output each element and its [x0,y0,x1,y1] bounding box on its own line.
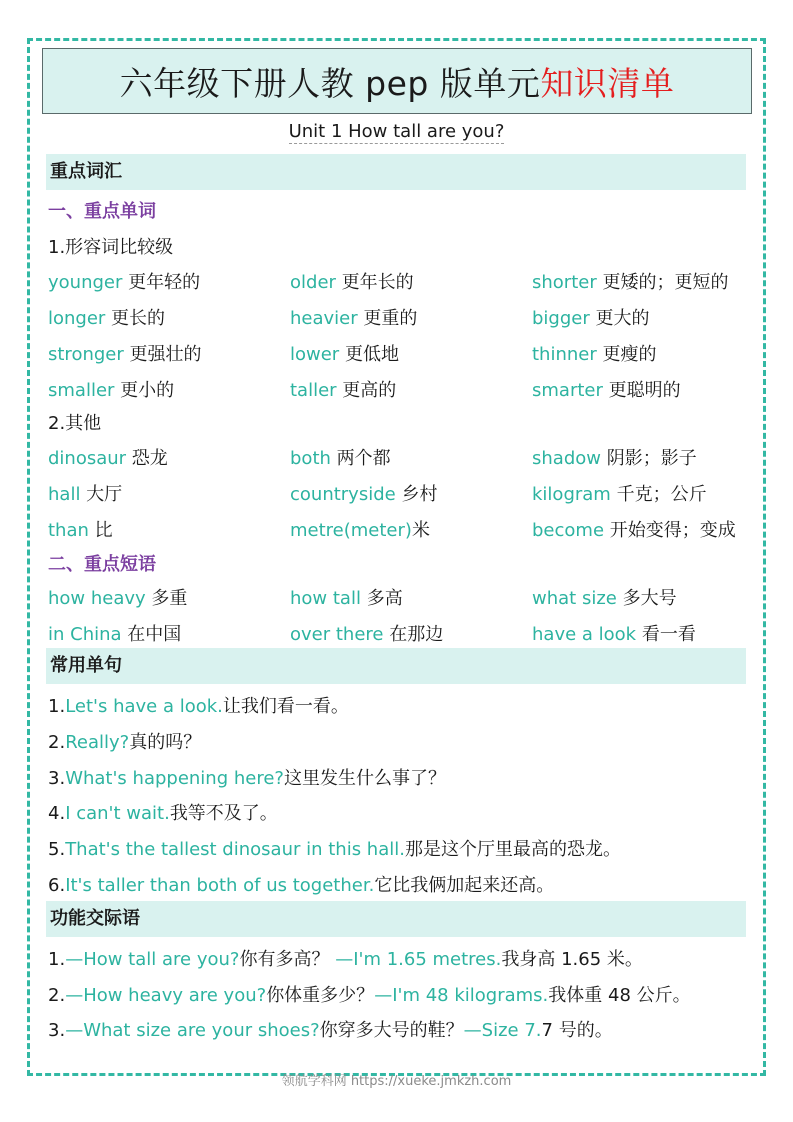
unit-title: Unit 1 How tall are you? [288,121,505,142]
vocab-item: older 更年长的 [290,272,414,293]
vocab-item: kilogram 千克；公斤 [532,484,707,505]
vocab-item: thinner 更瘦的 [532,344,657,365]
vocab-row [48,444,758,474]
phrase-item: how tall 多高 [290,588,403,609]
vocab-item: stronger 更强壮的 [48,344,202,365]
vocab-row [48,376,758,406]
vocab-item: shadow 阴影；影子 [532,448,697,469]
vocab-row [48,304,758,334]
phrase-item: over there 在那边 [290,624,444,645]
footer-watermark: 领航学科网 https://xueke.jmkzh.com [281,1074,512,1089]
vocab-item: lower 更低地 [290,344,399,365]
sentence-item: 5.That's the tallest dinosaur in this hall.那是这个厅里最高的恐龙。 [48,839,621,860]
sentence-item: 3.What's happening here?这里发生什么事了？ [48,768,446,789]
phrase-item: have a look 看一看 [532,624,696,645]
vocab-item: smarter 更聪明的 [532,380,681,401]
vocab-row [48,480,758,510]
phrase-row [48,620,758,650]
vocab-row [48,340,758,370]
section-sentences: 常用单句 [46,648,746,684]
phrase-item: what size 多大号 [532,588,677,609]
dialog-item: 3.—What size are your shoes?你穿多大号的鞋？—Size 7.7 号的。 [48,1020,613,1041]
vocab-item: metre(meter)米 [290,520,430,541]
section-vocab: 重点词汇 [46,154,746,190]
sentence-item: 2.Really?真的吗？ [48,732,202,753]
vocab-row [48,268,758,298]
dialog-item: 2.—How heavy are you?你体重多少？—I'm 48 kilograms.我体重 48 公斤。 [48,985,691,1006]
sentence-item: 4.I can't wait.我等不及了。 [48,803,278,824]
vocab-item: bigger 更大的 [532,308,650,329]
phrase-item: in China 在中国 [48,624,182,645]
subhead-phrases: 二、重点短语 [48,554,156,575]
phrase-row [48,584,758,614]
vocab-row [48,516,758,546]
sentence-item: 1.Let's have a look.让我们看一看。 [48,696,349,717]
subhead-words: 一、重点单词 [48,201,156,222]
vocab-item: countryside 乡村 [290,484,438,505]
dialog-item: 1.—How tall are you?你有多高？ —I'm 1.65 metres.我身高 1.65 米。 [48,949,643,970]
label-comparatives: 1.形容词比较级 [48,237,174,258]
vocab-item: dinosaur 恐龙 [48,448,168,469]
vocab-item: smaller 更小的 [48,380,175,401]
vocab-item: heavier 更重的 [290,308,418,329]
phrase-item: how heavy 多重 [48,588,188,609]
vocab-item: than 比 [48,520,113,541]
vocab-item: taller 更高的 [290,380,397,401]
label-others: 2.其他 [48,413,102,434]
title-main: 六年级下册人教 pep 版单元 [119,63,541,103]
vocab-item: longer 更长的 [48,308,166,329]
vocab-item: become 开始变得；变成 [532,520,736,541]
title-highlight: 知识清单 [540,63,675,103]
section-dialogs: 功能交际语 [46,901,746,937]
vocab-item: younger 更年轻的 [48,272,201,293]
page-title [42,48,752,114]
sentence-item: 6.It's taller than both of us together.它比我俩加起来还高。 [48,875,555,896]
vocab-item: hall 大厅 [48,484,123,505]
vocab-item: both 两个都 [290,448,391,469]
vocab-item: shorter 更矮的；更短的 [532,272,729,293]
